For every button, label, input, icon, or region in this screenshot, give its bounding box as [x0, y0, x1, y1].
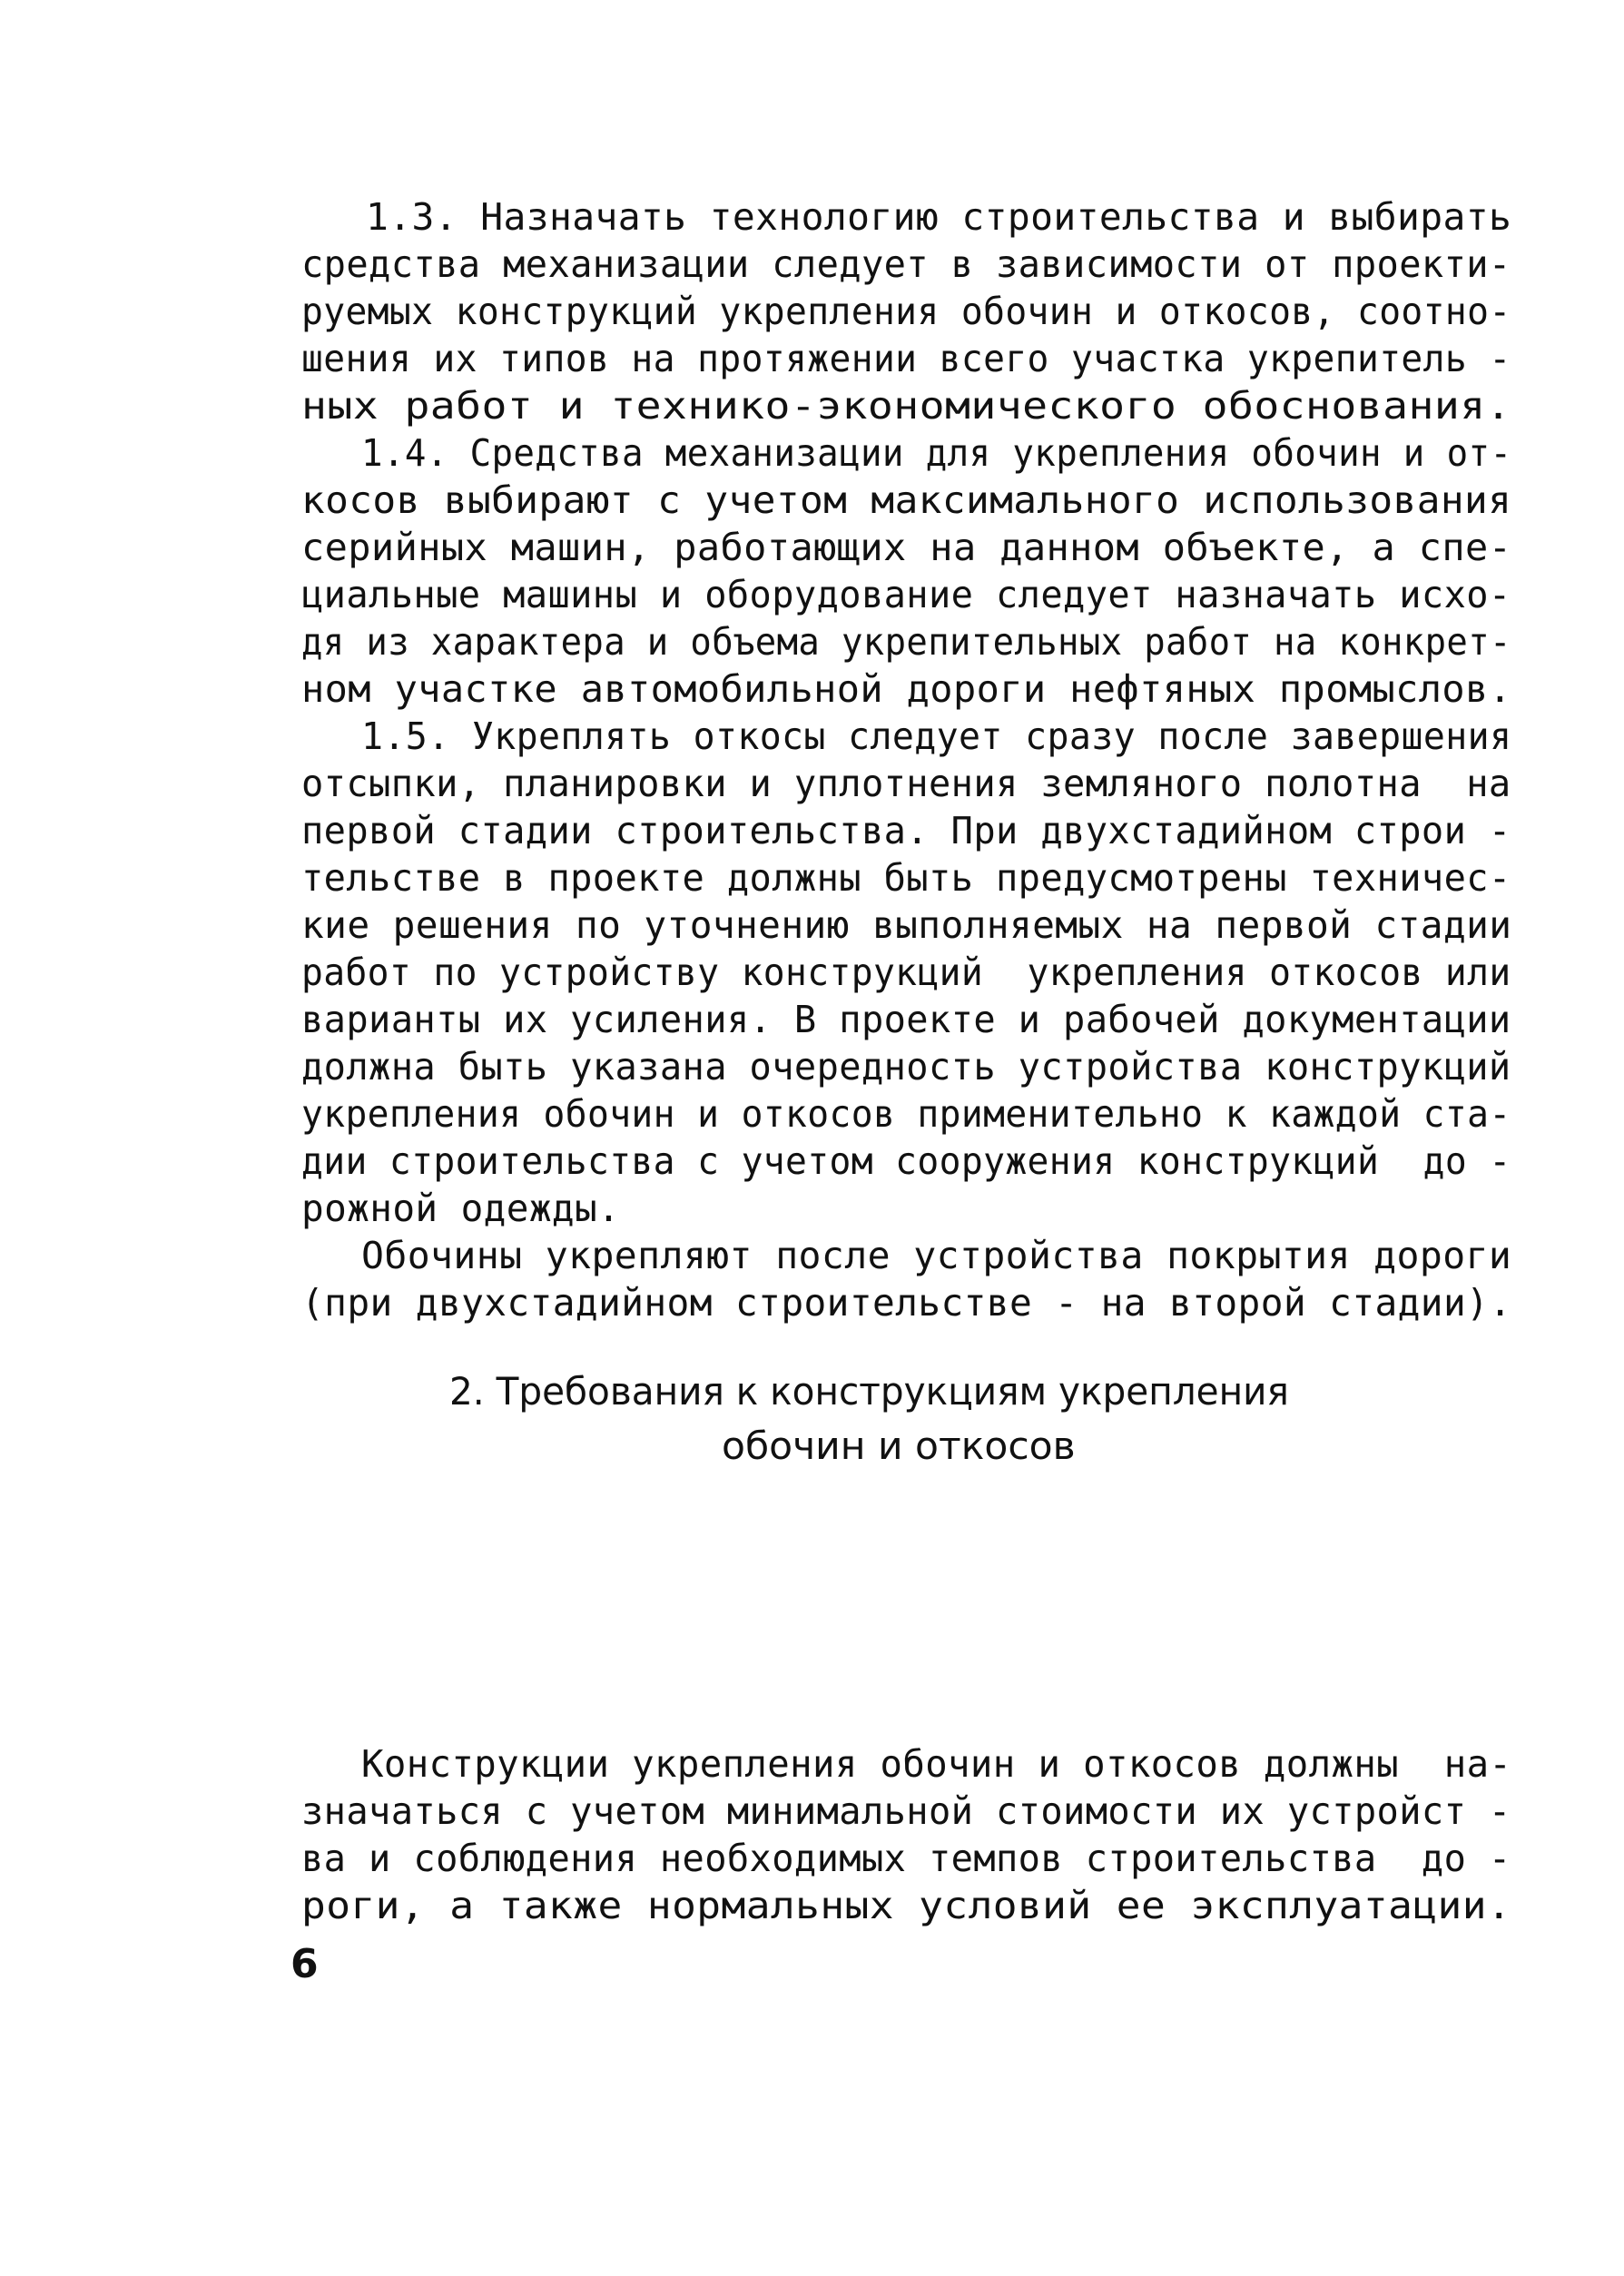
text-line: дя из характера и объема укрепительных работ на конкрет- [301, 620, 1511, 664]
text-line: роги, а также нормальных условий ее эксплуатации. [301, 1884, 1512, 1927]
text-line: (при двухстадийном строительстве - на второй стадии). [301, 1281, 1512, 1325]
page-number: 6 [290, 1941, 319, 1987]
text-line: работ по устройству конструкций укрепления откосов или [301, 951, 1511, 994]
text-line: средства механизации следует в зависимости от проекти- [301, 242, 1511, 286]
text-line: Конструкции укрепления обочин и откосов должны на- [361, 1742, 1512, 1786]
text-line: первой стадии строительства. При двухстадийном строи - [301, 809, 1511, 852]
text-line: 1.5. Укреплять откосы следует сразу после завершения [361, 714, 1512, 758]
section-heading-line-2: обочин и откосов [722, 1424, 1076, 1468]
text-line: серийных машин, работающих на данном объекте, а спе- [301, 526, 1512, 569]
text-line: значаться с учетом минимальной стоимости их устройст - [301, 1789, 1511, 1833]
text-line: 1.4. Средства механизации для укрепления обочин и от- [361, 431, 1512, 475]
text-line: ных работ и технико-экономического обоснования. [301, 384, 1511, 428]
text-line: циальные машины и оборудование следует назначать исхо- [301, 573, 1511, 616]
text-line: должна быть указана очередность устройства конструкций [301, 1045, 1511, 1089]
text-line: кие решения по уточнению выполняемых на первой стадии [301, 903, 1512, 947]
text-line: руемых конструкций укрепления обочин и откосов, соотно- [301, 290, 1511, 333]
text-line: косов выбирают с учетом максимального использования [301, 478, 1512, 522]
text-line: укрепления обочин и откосов применительно к каждой ста- [301, 1092, 1511, 1136]
text-line: Обочины укрепляют после устройства покрытия дороги [361, 1234, 1512, 1277]
text-line: шения их типов на протяжении всего участка укрепитель - [301, 337, 1511, 380]
text-line: тельстве в проекте должны быть предусмотрены техничес- [301, 856, 1511, 900]
text-line: ва и соблюдения необходимых темпов строительства до - [301, 1837, 1511, 1880]
text-line: варианты их усиления. В проекте и рабочей документации [301, 998, 1511, 1041]
section-heading-line-1: 2. Требования к конструкциям укрепления [449, 1369, 1289, 1414]
text-line: отсыпки, планировки и уплотнения земляного полотна на [301, 762, 1511, 805]
text-line: ном участке автомобильной дороги нефтяных промыслов. [301, 667, 1512, 711]
text-line: 1.3. Назначать технологию строительства и выбирать [366, 195, 1512, 239]
text-line: дии строительства с учетом сооружения конструкций до - [301, 1139, 1511, 1183]
text-line: рожной одежды. [301, 1187, 621, 1230]
